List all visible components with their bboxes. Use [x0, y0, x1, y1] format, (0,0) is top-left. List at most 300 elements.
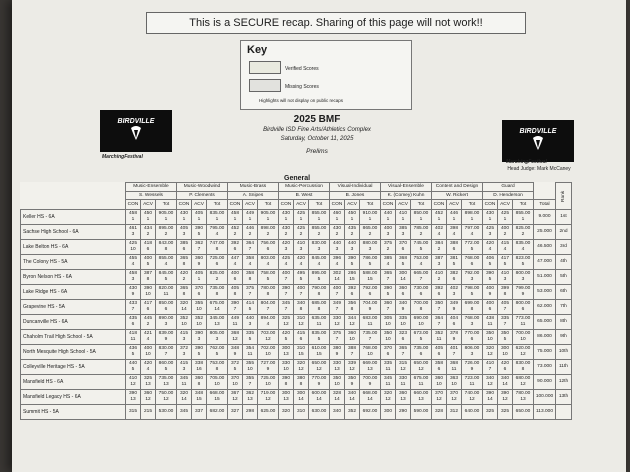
- score-cell: [498, 225, 513, 240]
- subheader-cell: Tot: [411, 200, 432, 210]
- score-rank: 10: [418, 322, 424, 327]
- score-cell: [207, 315, 228, 330]
- score-value: 320: [296, 360, 305, 366]
- score-cell: [156, 270, 177, 285]
- score-rank: 5: [233, 367, 237, 372]
- score-rank: 8: [182, 292, 186, 297]
- logo-sub-left: MarchingFestival: [102, 154, 143, 160]
- score-cell: [345, 255, 360, 270]
- score-value: 370: [449, 390, 458, 396]
- score-cell: [513, 210, 534, 225]
- score-rank: 2: [503, 232, 507, 237]
- score-value: 726.00: [464, 360, 480, 366]
- score-cell: [258, 270, 279, 285]
- caption-header: Content and Design: [432, 183, 483, 192]
- score-cell: [309, 345, 330, 360]
- score-value: 325: [143, 375, 152, 381]
- score-cell: [126, 285, 141, 300]
- score-cell: [279, 345, 294, 360]
- score-cell: [192, 330, 207, 345]
- score-cell: [192, 285, 207, 300]
- score-rank: 9: [164, 337, 168, 342]
- score-rank: 2: [266, 232, 270, 237]
- score-cell: [498, 210, 513, 225]
- score-cell: [156, 330, 177, 345]
- score-cell: [381, 345, 396, 360]
- score-rank: 10: [130, 247, 136, 252]
- score-rank: 12: [163, 397, 169, 402]
- score-value: 446: [245, 225, 254, 231]
- score-value: 350: [332, 375, 341, 381]
- score-rank: 6: [299, 337, 303, 342]
- key-note: Highlights will not display on public recaps: [259, 98, 344, 103]
- score-rank: 1: [197, 217, 201, 222]
- score-value: 390: [500, 390, 509, 396]
- score-value: 390: [194, 345, 203, 351]
- score-value: 692.00: [362, 408, 378, 414]
- school-name: Keller HS - 6A: [21, 210, 126, 225]
- verified-label: Verified Scores: [285, 66, 319, 72]
- score-cell: [462, 375, 483, 390]
- score-value: 430: [128, 285, 137, 291]
- score-cell: [330, 390, 345, 405]
- score-value: 387: [434, 255, 443, 261]
- score-value: 358: [434, 360, 443, 366]
- score-value: 388: [347, 345, 356, 351]
- score-value: 330: [398, 375, 407, 381]
- score-value: 770.00: [311, 375, 327, 381]
- score-rank: 2: [317, 232, 321, 237]
- score-rank: 12: [349, 367, 355, 372]
- subheader-cell: Tot: [258, 200, 279, 210]
- total-cell: 75.000: [534, 345, 556, 360]
- score-value: 325: [281, 315, 290, 321]
- score-value: 762.00: [209, 345, 225, 351]
- score-rank: 4: [299, 262, 303, 267]
- total-cell: 86.000: [534, 330, 556, 345]
- score-value: 420: [179, 270, 188, 276]
- score-rank: 6: [452, 322, 456, 327]
- score-rank: 7: [335, 292, 339, 297]
- rank-cell: 4th: [556, 255, 572, 270]
- score-rank: 16: [196, 367, 202, 372]
- score-cell: [156, 225, 177, 240]
- score-value: 705.00: [209, 375, 225, 381]
- score-rank: 12: [298, 367, 304, 372]
- score-value: 880.00: [362, 240, 378, 246]
- score-rank: 5: [248, 337, 252, 342]
- total-cell: 65.000: [534, 315, 556, 330]
- score-cell: [126, 300, 141, 315]
- score-cell: [483, 255, 498, 270]
- score-value: 310: [296, 408, 305, 414]
- score-value: 362: [245, 390, 254, 396]
- school-name: Duncanville HS - 6A: [21, 315, 126, 330]
- score-cell: [462, 255, 483, 270]
- score-value: 425: [281, 255, 290, 261]
- score-value: 340: [398, 300, 407, 306]
- score-rank: 2: [284, 232, 288, 237]
- total-cell: 90.000: [534, 375, 556, 390]
- score-rank: 2: [437, 247, 441, 252]
- school-name: North Mesquite High School - 5A: [21, 345, 126, 360]
- rank-cell: 3rd: [556, 240, 572, 255]
- score-value: 850.00: [158, 300, 174, 306]
- score-value: 402: [449, 285, 458, 291]
- score-rank: 12: [265, 337, 271, 342]
- score-value: 337: [194, 408, 203, 414]
- score-rank: 12: [400, 367, 406, 372]
- score-value: 405: [434, 345, 443, 351]
- score-cell: [207, 360, 228, 375]
- score-value: 790.00: [311, 285, 327, 291]
- score-cell: [360, 300, 381, 315]
- score-value: 910.00: [362, 210, 378, 216]
- total-cell: 113.000: [534, 405, 556, 420]
- score-cell: [192, 390, 207, 405]
- score-value: 400: [485, 300, 494, 306]
- score-rank: 10: [385, 322, 391, 327]
- rank-cell: 8th: [556, 315, 572, 330]
- rank-cell: 1st: [556, 210, 572, 225]
- score-rank: 11: [316, 322, 322, 327]
- score-cell: [396, 405, 411, 420]
- score-cell: [141, 315, 156, 330]
- score-cell: [360, 345, 381, 360]
- score-table: [20, 182, 572, 420]
- score-cell: [411, 270, 432, 285]
- score-cell: [192, 225, 207, 240]
- table-row: [21, 405, 572, 420]
- score-rank: 9: [452, 337, 456, 342]
- score-cell: [483, 360, 498, 375]
- score-cell: [513, 360, 534, 375]
- score-cell: [228, 315, 243, 330]
- score-cell: [513, 240, 534, 255]
- score-value: 780.00: [515, 390, 531, 396]
- score-value: 753.00: [413, 255, 429, 261]
- score-rank: 10: [145, 352, 151, 357]
- score-value: 350: [500, 330, 509, 336]
- score-value: 855.00: [158, 255, 174, 261]
- score-value: 300: [281, 345, 290, 351]
- score-cell: [396, 360, 411, 375]
- score-value: 370: [398, 240, 407, 246]
- score-rank: 6: [452, 247, 456, 252]
- score-cell: [177, 375, 192, 390]
- score-cell: [360, 255, 381, 270]
- score-cell: [432, 330, 447, 345]
- score-cell: [330, 240, 345, 255]
- score-value: 435: [347, 225, 356, 231]
- score-cell: [294, 300, 309, 315]
- score-value: 390: [383, 285, 392, 291]
- score-rank: 1: [401, 217, 405, 222]
- score-rank: 4: [248, 262, 252, 267]
- score-cell: [141, 285, 156, 300]
- score-value: 387: [143, 270, 152, 276]
- score-rank: 10: [265, 352, 271, 357]
- score-cell: [498, 345, 513, 360]
- score-rank: 9: [197, 262, 201, 267]
- score-cell: [345, 330, 360, 345]
- table-row: [21, 240, 572, 255]
- score-rank: 12: [349, 322, 355, 327]
- score-rank: 10: [520, 337, 526, 342]
- table-row: [21, 285, 572, 300]
- score-value: 440: [347, 240, 356, 246]
- score-cell: [345, 300, 360, 315]
- score-cell: [513, 255, 534, 270]
- score-value: 348: [230, 345, 239, 351]
- score-value: 390: [230, 300, 239, 306]
- score-cell: [330, 300, 345, 315]
- score-value: 360: [143, 390, 152, 396]
- score-rank: 6: [521, 307, 525, 312]
- score-value: 798.00: [464, 285, 480, 291]
- birdville-logo-right: [502, 120, 574, 162]
- score-value: 390: [194, 330, 203, 336]
- score-cell: [126, 315, 141, 330]
- table-row: [21, 375, 572, 390]
- score-value: 345: [281, 300, 290, 306]
- score-cell: [279, 210, 294, 225]
- score-value: 345: [383, 375, 392, 381]
- score-value: 430: [332, 225, 341, 231]
- score-value: 300: [398, 270, 407, 276]
- score-cell: [345, 405, 360, 420]
- score-rank: 6: [401, 292, 405, 297]
- score-rank: 11: [385, 367, 391, 372]
- score-value: 415: [179, 360, 188, 366]
- score-value: 401: [449, 345, 458, 351]
- score-value: 368: [449, 360, 458, 366]
- score-cell: [396, 330, 411, 345]
- score-cell: [447, 345, 462, 360]
- score-value: 350: [485, 330, 494, 336]
- score-cell: [126, 225, 141, 240]
- score-value: 404: [449, 315, 458, 321]
- score-rank: 14: [181, 397, 187, 402]
- score-rank: 8: [350, 307, 354, 312]
- score-cell: [360, 225, 381, 240]
- score-rank: 3: [470, 277, 474, 282]
- score-cell: [126, 210, 141, 225]
- score-value: 750.00: [158, 390, 174, 396]
- score-rank: 6: [401, 247, 405, 252]
- score-cell: [330, 225, 345, 240]
- score-rank: 4: [452, 232, 456, 237]
- subheader-cell: Tot: [156, 200, 177, 210]
- score-value: 396: [332, 255, 341, 261]
- score-value: 665.00: [413, 270, 429, 276]
- score-value: 792.00: [362, 285, 378, 291]
- score-cell: [432, 360, 447, 375]
- caption-header: Guard: [483, 183, 534, 192]
- score-rank: 10: [196, 307, 202, 312]
- score-value: 650.00: [311, 360, 327, 366]
- score-cell: [396, 240, 411, 255]
- score-value: 388: [449, 240, 458, 246]
- score-value: 685.00: [311, 300, 327, 306]
- judge-name: B. West: [279, 192, 330, 200]
- score-cell: [432, 315, 447, 330]
- score-value: 835.00: [311, 330, 327, 336]
- score-rank: 8: [182, 262, 186, 267]
- score-rank: 14: [298, 397, 304, 402]
- score-rank: 1: [215, 217, 219, 222]
- score-rank: 9: [401, 307, 405, 312]
- score-rank: 12: [418, 367, 424, 372]
- score-value: 855.00: [515, 210, 531, 216]
- caption-header: Music-Percussion: [279, 183, 330, 192]
- score-value: 305: [383, 315, 392, 321]
- score-cell: [432, 285, 447, 300]
- score-cell: [447, 285, 462, 300]
- caption-header: Music-Woodwind: [177, 183, 228, 192]
- score-rank: 13: [520, 397, 526, 402]
- score-rank: 1: [335, 217, 339, 222]
- subheader-cell: ACV: [294, 200, 309, 210]
- score-rank: 12: [520, 352, 526, 357]
- caption-header: Music-Ensemble: [126, 183, 177, 192]
- score-rank: 7: [248, 292, 252, 297]
- score-value: 660.00: [413, 390, 429, 396]
- rank-cell: 9th: [556, 330, 572, 345]
- score-rank: 10: [349, 337, 355, 342]
- score-rank: 13: [163, 382, 169, 387]
- score-value: 700.00: [413, 300, 429, 306]
- score-rank: 11: [181, 382, 187, 387]
- score-rank: 1: [350, 217, 354, 222]
- score-rank: 6: [368, 292, 372, 297]
- score-value: 735.00: [413, 345, 429, 351]
- score-value: 320: [179, 390, 188, 396]
- score-value: 435: [128, 315, 137, 321]
- score-rank: 4: [335, 262, 339, 267]
- score-value: 772.00: [464, 240, 480, 246]
- score-rank: 7: [284, 292, 288, 297]
- score-rank: 9: [233, 352, 237, 357]
- score-value: 355: [245, 360, 254, 366]
- score-value: 380: [296, 375, 305, 381]
- score-cell: [309, 375, 330, 390]
- score-cell: [345, 210, 360, 225]
- event-date: Saturday, October 11, 2025: [280, 136, 354, 142]
- score-cell: [411, 255, 432, 270]
- score-cell: [141, 330, 156, 345]
- score-rank: 7: [284, 307, 288, 312]
- score-rank: 5: [131, 352, 135, 357]
- score-rank: 1: [419, 217, 423, 222]
- score-value: 425: [296, 210, 305, 216]
- score-cell: [126, 270, 141, 285]
- score-cell: [228, 270, 243, 285]
- score-rank: 8: [146, 277, 150, 282]
- score-cell: [330, 345, 345, 360]
- score-cell: [192, 270, 207, 285]
- score-value: 683.00: [362, 315, 378, 321]
- score-value: 445: [143, 315, 152, 321]
- table-row: [21, 300, 572, 315]
- score-rank: 12: [451, 397, 457, 402]
- score-cell: [447, 375, 462, 390]
- score-rank: 5: [419, 247, 423, 252]
- score-rank: 4: [437, 232, 441, 237]
- score-rank: 6: [437, 292, 441, 297]
- score-value: 458: [128, 210, 137, 216]
- score-rank: 9: [521, 292, 525, 297]
- score-rank: 7: [503, 307, 507, 312]
- score-cell: [258, 255, 279, 270]
- score-value: 335: [500, 315, 509, 321]
- score-cell: [411, 390, 432, 405]
- score-rank: 2: [368, 232, 372, 237]
- score-cell: [258, 405, 279, 420]
- school-name: Summit HS - 5A: [21, 405, 126, 420]
- score-value: 365: [398, 345, 407, 351]
- score-rank: 12: [487, 382, 493, 387]
- score-cell: [462, 225, 483, 240]
- score-cell: [396, 345, 411, 360]
- score-value: 340: [347, 390, 356, 396]
- score-rank: 10: [334, 382, 340, 387]
- score-rank: 2: [437, 277, 441, 282]
- corner-cell: [21, 183, 126, 192]
- score-value: 340: [485, 375, 494, 381]
- score-value: 855.00: [311, 210, 327, 216]
- score-value: 725.00: [260, 375, 276, 381]
- score-value: 430: [281, 225, 290, 231]
- score-rank: 7: [131, 307, 135, 312]
- score-rank: 13: [283, 397, 289, 402]
- score-value: 338: [194, 360, 203, 366]
- score-cell: [411, 315, 432, 330]
- score-value: 804.00: [260, 300, 276, 306]
- score-value: 675.00: [209, 300, 225, 306]
- score-cell: [207, 405, 228, 420]
- score-cell: [330, 210, 345, 225]
- score-cell: [192, 375, 207, 390]
- score-rank: 5: [197, 232, 201, 237]
- judge-name: B. Jones: [330, 192, 381, 200]
- score-value: 335: [383, 360, 392, 366]
- score-cell: [513, 390, 534, 405]
- school-name: Lake Ridge HS - 6A: [21, 285, 126, 300]
- score-value: 839.00: [158, 330, 174, 336]
- score-value: 315: [128, 408, 137, 414]
- score-cell: [207, 300, 228, 315]
- score-rank: 1: [488, 217, 492, 222]
- score-value: 410: [296, 240, 305, 246]
- table-row: [21, 255, 572, 270]
- score-rank: 6: [215, 262, 219, 267]
- score-rank: 3: [131, 277, 135, 282]
- score-value: 323: [398, 330, 407, 336]
- score-rank: 5: [146, 262, 150, 267]
- score-value: 390: [281, 285, 290, 291]
- score-rank: 1: [521, 217, 525, 222]
- score-rank: 2: [146, 322, 150, 327]
- score-value: 449: [230, 315, 239, 321]
- score-value: 352: [179, 315, 188, 321]
- score-cell: [126, 345, 141, 360]
- score-value: 356: [347, 300, 356, 306]
- score-cell: [513, 270, 534, 285]
- score-rank: 3: [503, 277, 507, 282]
- score-value: 368: [398, 255, 407, 261]
- score-value: 835.00: [209, 210, 225, 216]
